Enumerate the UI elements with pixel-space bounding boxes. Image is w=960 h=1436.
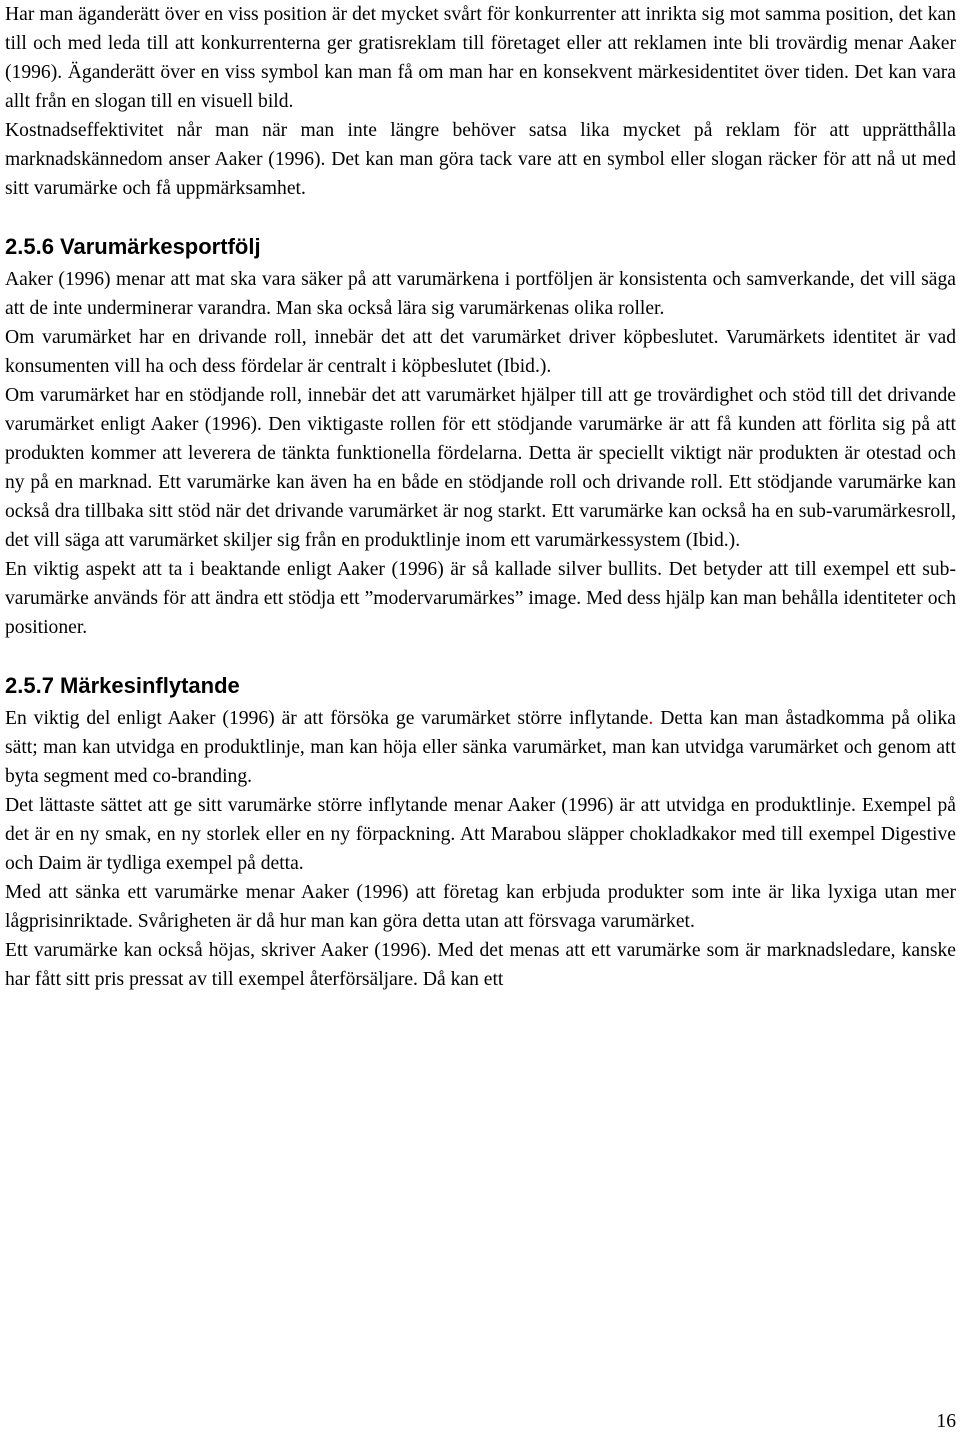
paragraph-ownership: Har man äganderätt över en viss position är det mycket svårt för konkurrenter att inrikta sig mot samma position, det kan till och med leda till att konkurrenterna ger gratisreklam till företaget eller att reklamen inte bli trovärdig menar Aaker (1996). Äganderätt över en viss symbol kan man få om man har en konsekvent märkesidentitet över tiden. Det kan vara allt från en slogan till en visuell bild.	[5, 4, 956, 112]
paragraph-driving-role: Om varumärket har en drivande roll, innebär det att det varumärket driver köpbeslutet. Varumärkets identitet är vad konsumenten vill ha och dess fördelar är centralt i köpbeslutet (Ibid.).	[5, 327, 956, 377]
paragraph-portfolio: Aaker (1996) menar att mat ska vara säker på att varumärkena i portföljen är konsistenta och samverkande, det vill säga att de inte underminerar varandra. Man ska också lära sig varumärkenas olika roller.	[5, 269, 956, 319]
paragraph-lower-brand: Med att sänka ett varumärke menar Aaker (1996) att företag kan erbjuda produkter som inte är lika lyxiga utan mer lågprisinriktade. Svårigheten är då hur man kan göra detta utan att försvaga varumärket.	[5, 882, 956, 932]
paragraph-line-extension: Det lättaste sättet att ge sitt varumärke större inflytande menar Aaker (1996) är att utvidga en produktlinje. Exempel på det är en ny smak, en ny storlek eller en ny förpackning. Att Marabou släpper chokladkakor med till exempel Digestive och Daim är tydliga exempel på detta.	[5, 795, 956, 874]
brand-leverage-text-start: En viktig del enligt Aaker (1996) är att försöka ge varumärket större inflytande	[5, 708, 649, 729]
document-page	[5, 0, 956, 994]
paragraph-supporting-role: Om varumärket har en stödjande roll, innebär det att varumärket hjälper till att ge trovärdighet och stöd till det drivande varumärket enligt Aaker (1996). Den viktigaste rollen för ett stödjande varumärke är att få kunden att förlita sig på att produkten kommer att leverera de tänkta funktionella fördelarna. Detta är speciellt viktigt när produkten är otestad och ny på en marknad. Ett varumärke kan även ha en både en stödjande roll och drivande roll. Ett stödjande varumärke kan också dra tillbaka sitt stöd när det drivande varumärket är nog starkt. Ett varumärke kan också ha en sub-varumärkesroll, det vill säga att varumärket skiljer sig från en produktlinje inom ett varumärkessystem (Ibid.).	[5, 385, 956, 551]
section-heading-256: 2.5.6 Varumärkesportfölj	[5, 234, 261, 259]
brand-leverage-text-end: Detta kan man åstadkomma på olika sätt; man kan utvidga en produktlinje, man kan höja eller sänka varumärket, man kan utvidga varumärket och genom att byta segment med co-branding.	[5, 708, 956, 787]
paragraph-brand-leverage	[5, 704, 956, 791]
paragraph-raise-brand: Ett varumärke kan också höjas, skriver Aaker (1996). Med det menas att ett varumärke som är marknadsledare, kanske har fått sitt pris pressat av till exempel återförsäljare. Då kan ett	[5, 940, 956, 990]
paragraph-silver-bullets: En viktig aspekt att ta i beaktande enligt Aaker (1996) är så kallade silver bullits. Det betyder att till exempel ett sub-varumärke används för att ändra ett stödja ett ”modervarumärkes” image. Med dess hjälp kan man behålla identiteter och positioner.	[5, 559, 956, 638]
page-number: 16	[936, 1411, 956, 1432]
paragraph-cost-efficiency: Kostnadseffektivitet når man när man inte längre behöver satsa lika mycket på reklam för att upprätthålla marknadskännedom anser Aaker (1996). Det kan man göra tack vare att en symbol eller slogan räcker för att nå ut med sitt varumärke och få uppmärksamhet.	[5, 120, 956, 199]
section-heading-257: 2.5.7 Märkesinflytande	[5, 673, 240, 698]
red-period-mark: .	[648, 708, 654, 729]
